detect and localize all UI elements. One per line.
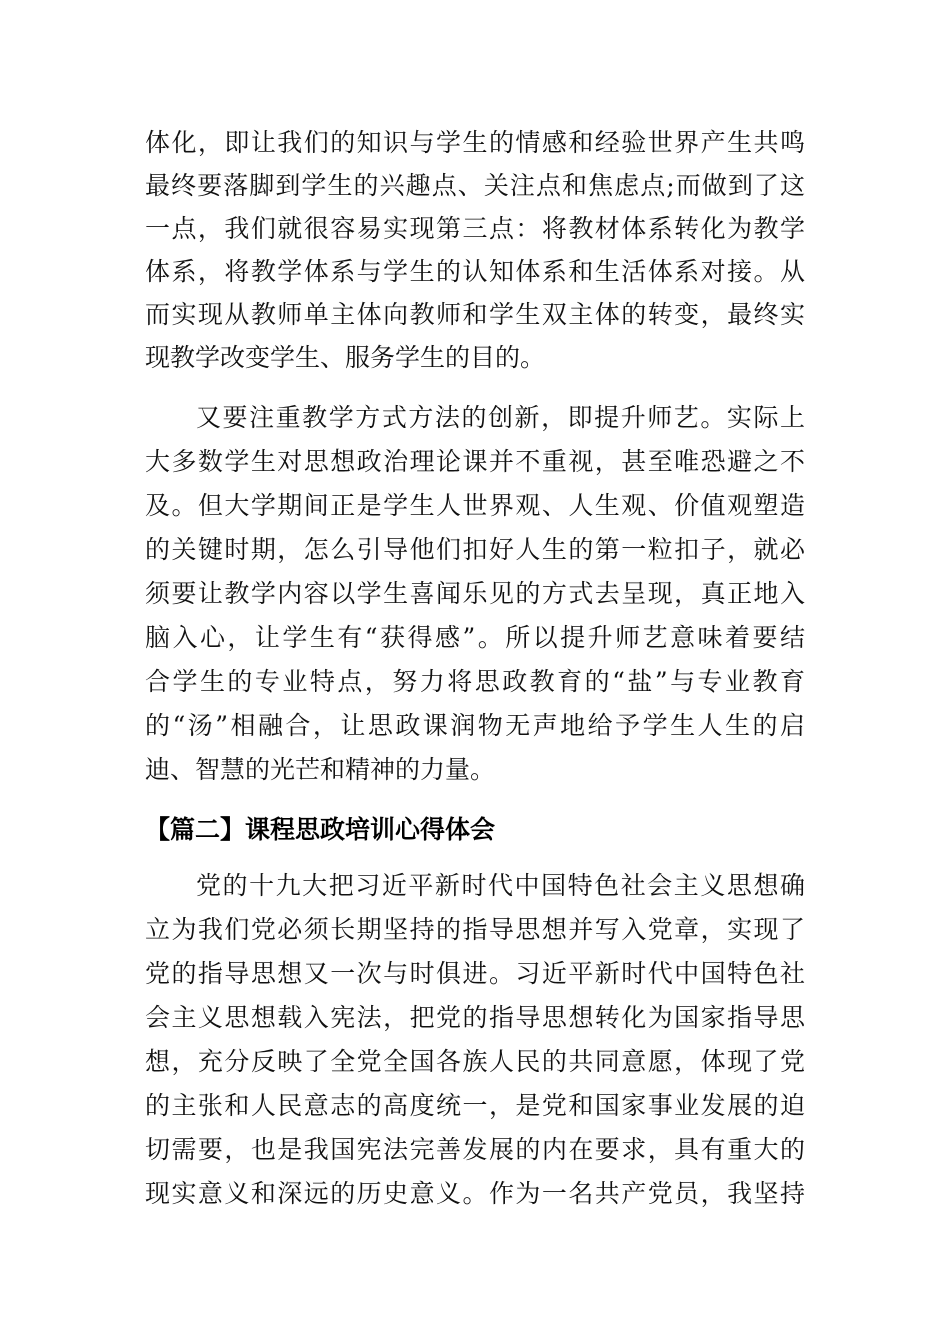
paragraph-line: 合学生的专业特点，努力将思政教育的“盐”与专业教育 — [145, 667, 805, 696]
paragraph-line: 立为我们党必须长期坚持的指导思想并写入党章，实现了 — [145, 915, 805, 944]
paragraph-line: 会主义思想载入宪法，把党的指导思想转化为国家指导思 — [145, 1003, 805, 1032]
paragraph-line: 又要注重教学方式方法的创新，即提升师艺。实际上 — [196, 403, 805, 432]
paragraph-line: 体系，将教学体系与学生的认知体系和生活体系对接。从 — [145, 257, 805, 286]
section-heading: 【篇二】课程思政培训心得体会 — [145, 815, 496, 844]
paragraph-line: 而实现从教师单主体向教师和学生双主体的转变，最终实 — [145, 300, 805, 329]
paragraph-line: 体化，即让我们的知识与学生的情感和经验世界产生共鸣 — [145, 128, 805, 157]
paragraph-line: 一点，我们就很容易实现第三点：将教材体系转化为教学 — [145, 214, 805, 243]
paragraph-line: 最终要落脚到学生的兴趣点、关注点和焦虑点;而做到了这 — [145, 171, 805, 200]
paragraph-line: 的关键时期，怎么引导他们扣好人生的第一粒扣子，就必 — [145, 535, 805, 564]
paragraph-line: 的主张和人民意志的高度统一，是党和国家事业发展的迫 — [145, 1091, 805, 1120]
paragraph-line: 想，充分反映了全党全国各族人民的共同意愿，体现了党 — [145, 1047, 805, 1076]
paragraph-line: 须要让教学内容以学生喜闻乐见的方式去呈现，真正地入 — [145, 579, 805, 608]
paragraph-line: 现实意义和深远的历史意义。作为一名共产党员，我坚持 — [145, 1179, 805, 1208]
paragraph-line: 的“汤”相融合，让思政课润物无声地给予学生人生的启 — [145, 711, 805, 740]
paragraph-line: 党的十九大把习近平新时代中国特色社会主义思想确 — [196, 871, 805, 900]
paragraph-line: 大多数学生对思想政治理论课并不重视，甚至唯恐避之不 — [145, 447, 805, 476]
paragraph-line: 脑入心，让学生有“获得感”。所以提升师艺意味着要结 — [145, 623, 805, 652]
paragraph-line: 切需要，也是我国宪法完善发展的内在要求，具有重大的 — [145, 1135, 805, 1164]
paragraph-line: 及。但大学期间正是学生人世界观、人生观、价值观塑造 — [145, 491, 805, 520]
paragraph-line: 迪、智慧的光芒和精神的力量。 — [145, 755, 496, 784]
paragraph-line: 现教学改变学生、服务学生的目的。 — [145, 343, 546, 372]
paragraph-line: 党的指导思想又一次与时俱进。习近平新时代中国特色社 — [145, 959, 805, 988]
